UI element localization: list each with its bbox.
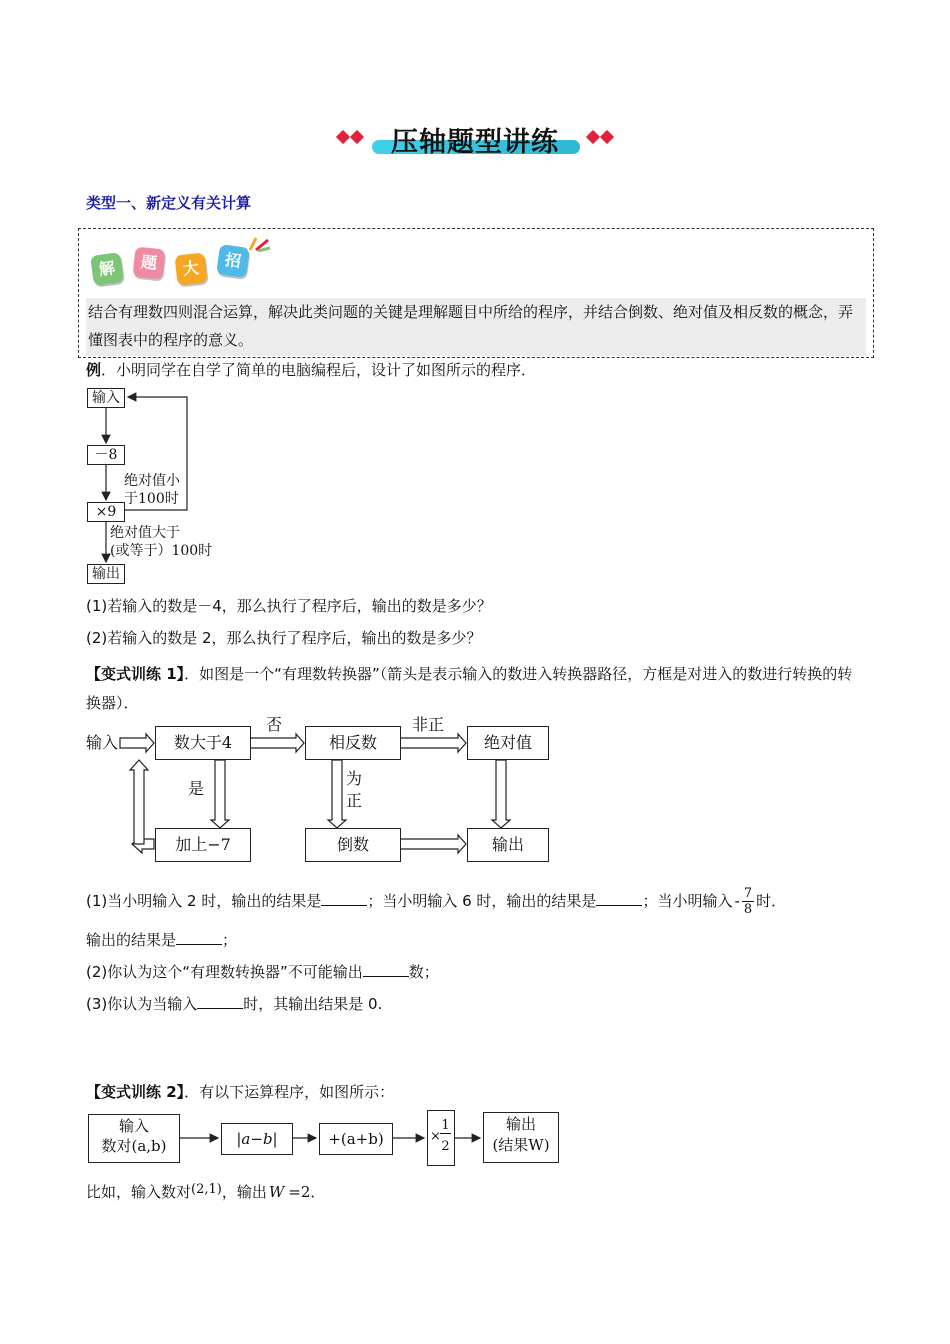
- w-value: =2．: [288, 1183, 326, 1201]
- q2-part-a: (2)你认为这个“有理数转换器”不可能输出: [86, 963, 363, 981]
- yes-label: 是: [188, 779, 205, 798]
- exit-condition-line2: (或等于）100时: [110, 543, 213, 559]
- pair-input-line2: 数对(a,b): [101, 1137, 167, 1155]
- times-sign: ×: [430, 1129, 441, 1144]
- q3-part-b: 时，其输出结果是 0.: [243, 995, 383, 1013]
- positive-label-2: 正: [346, 791, 363, 810]
- fraction: [742, 886, 754, 917]
- variant1-question-1-cont: [86, 930, 237, 950]
- converter-output-box: 输出: [467, 828, 549, 862]
- nonpositive-label: 非正: [412, 715, 445, 734]
- half-box: [427, 1110, 455, 1166]
- opposite-box: 相反数: [305, 726, 401, 760]
- flow-minus8-box: －8: [87, 445, 125, 465]
- flow-input-box: 输入: [87, 388, 125, 408]
- reciprocal-box: 倒数: [305, 828, 401, 862]
- abs-box: 绝对值: [467, 726, 549, 760]
- q3-part-a: (3)你认为当输入: [86, 995, 198, 1013]
- half-denominator: 2: [441, 1139, 450, 1154]
- loop-condition-line1: 绝对值小: [124, 473, 180, 489]
- example-statement: [86, 360, 866, 380]
- variant2-text: ．有以下运算程序，如图所示：: [184, 1083, 395, 1101]
- example-text-a: 比如，输入数对: [86, 1183, 192, 1201]
- pair-input-line1: 输入: [118, 1117, 149, 1135]
- variant1-statement: [86, 660, 866, 718]
- answer-blank: [197, 994, 243, 1009]
- gt4-box: 数大于4: [155, 726, 251, 760]
- example-label: 例: [86, 361, 102, 379]
- variant1-text: ．如图是一个“有理数转换器”（箭头是表示输入的数进入转换器路径，方框是对进入的数进行转换的转换器）．: [86, 665, 853, 712]
- badge-tile: 解: [90, 252, 124, 286]
- page-title: 压轴题型讲练: [391, 127, 559, 158]
- page-title-banner: [330, 118, 620, 162]
- fraction-numerator: 7: [743, 886, 753, 901]
- badge-tile: 招: [216, 244, 250, 278]
- badge-tile: 题: [133, 247, 166, 280]
- variant1-question-2: [86, 962, 439, 982]
- pair-output-line1: 输出: [505, 1115, 536, 1133]
- pair-output-box: [483, 1112, 559, 1163]
- example-flowchart: [80, 384, 240, 590]
- answer-blank: [321, 891, 367, 906]
- example-question-2: (2)若输入的数是 2，那么执行了程序后，输出的数是多少？: [86, 629, 482, 647]
- answer-blank: [596, 891, 642, 906]
- tip-text: 结合有理数四则混合运算，解决此类问题的关键是理解题目中所给的程序，并结合倒数、绝对值及相反数的概念，弄懂图表中的程序的意义。: [86, 298, 866, 356]
- exit-condition-line1: 绝对值大于: [110, 525, 180, 541]
- flow-times9-box: ×9: [87, 502, 125, 522]
- fraction-denominator: 8: [743, 902, 753, 917]
- pair-output-line2: (结果W): [492, 1136, 550, 1154]
- half-numerator: 1: [441, 1118, 450, 1133]
- example-text-b: ，输出: [221, 1183, 267, 1201]
- w-variable: W: [268, 1183, 285, 1201]
- positive-label-1: 为: [346, 769, 363, 788]
- variant1-label: 【变式训练 1】: [86, 665, 185, 683]
- variant2-statement: [86, 1082, 394, 1102]
- q1-part-a: (1)当小明输入 2 时，输出的结果是: [86, 892, 322, 910]
- answer-blank: [363, 962, 409, 977]
- q1-part-e: 输出的结果是: [86, 931, 177, 949]
- abs-diff-box: |a−b|: [221, 1123, 293, 1155]
- q1-part-f: ；: [222, 931, 238, 949]
- variant1-question-3: [86, 994, 382, 1014]
- add-minus7-box: 加上−7: [155, 828, 251, 862]
- answer-blank: [176, 930, 222, 945]
- variant2-example: [86, 1180, 325, 1202]
- pair-input-box: [88, 1114, 180, 1163]
- tip-badge: [90, 238, 270, 292]
- section-heading: 类型一、新定义有关计算: [86, 194, 252, 212]
- badge-tile: 大: [175, 253, 208, 286]
- sparkle-icon: [248, 232, 272, 252]
- q2-part-b: 数；: [408, 963, 439, 981]
- loop-condition-line2: 于100时: [124, 491, 179, 507]
- fraction-sign: -: [734, 892, 740, 910]
- pair-flowchart: [84, 1108, 564, 1166]
- q1-part-c: ；当小明输入: [642, 892, 733, 910]
- variant1-question-1: [86, 886, 786, 917]
- flow-output-box: 输出: [87, 564, 125, 584]
- converter-flowchart: [84, 714, 554, 864]
- variant2-label: 【变式训练 2】: [86, 1083, 185, 1101]
- example-text: ．小明同学在自学了简单的电脑编程后，设计了如图所示的程序．: [101, 361, 537, 379]
- no-label: 否: [266, 715, 283, 734]
- plus-sum-box: +(a+b): [319, 1123, 393, 1155]
- q1-part-d: 时．: [756, 892, 787, 910]
- example-pair: (2,1): [191, 1182, 222, 1197]
- converter-input-label: 输入: [86, 733, 119, 752]
- example-question-1: (1)若输入的数是－4，那么执行了程序后，输出的数是多少？: [86, 597, 492, 615]
- q1-part-b: ；当小明输入 6 时，输出的结果是: [367, 892, 597, 910]
